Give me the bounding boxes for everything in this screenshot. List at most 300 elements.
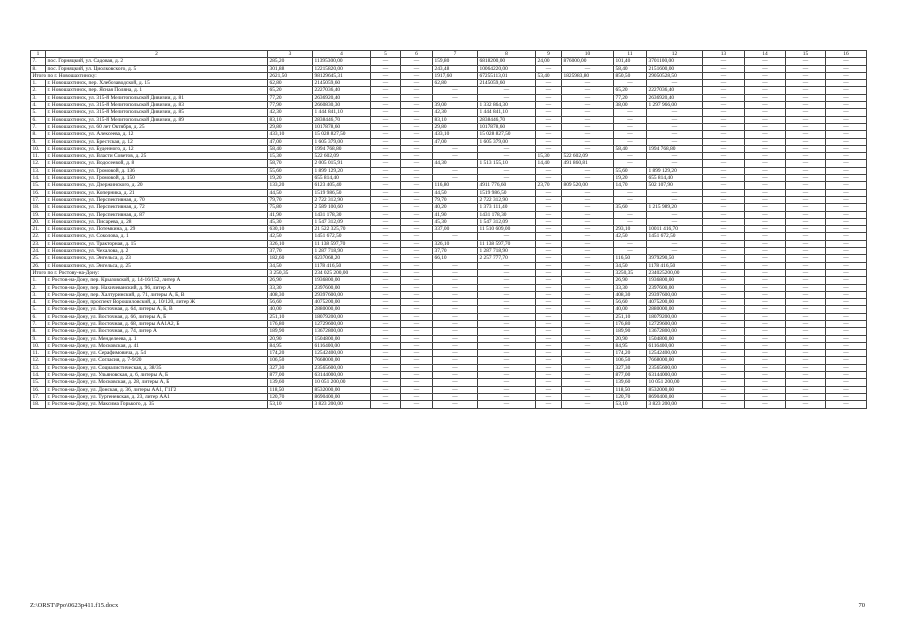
address-cell: г. Новошахтинск, ул. Соколова, д. 1 (46, 233, 268, 240)
address-cell: г. Новошахтинск, ул. Перспективная, д. 72 (46, 204, 268, 211)
value-cell-col-5: — (371, 80, 401, 87)
value-cell-col-4: 12215820,00 (313, 65, 371, 72)
value-cell-col-10: 491 860,81 (562, 160, 614, 167)
value-cell-col-7: 29,80 (433, 123, 478, 130)
value-cell-col-15: — (786, 393, 826, 400)
value-cell-col-8: 1 547 312,09 (478, 218, 536, 225)
value-cell-col-12: 502 107,90 (647, 182, 703, 189)
value-cell-col-8: — (478, 94, 536, 101)
value-cell-col-7: — (433, 364, 478, 371)
value-cell-col-16: — (826, 306, 867, 313)
value-cell-col-8: — (478, 342, 536, 349)
value-cell-col-8: 2 722 312,90 (478, 196, 536, 203)
value-cell-col-7: 159,80 (433, 58, 478, 65)
value-cell-col-7: — (433, 269, 478, 276)
value-cell-col-11: — (614, 189, 647, 196)
row-number: 9. (31, 335, 46, 342)
value-cell-col-13: — (703, 196, 745, 203)
value-cell-col-5: — (371, 335, 401, 342)
value-cell-col-5: — (371, 196, 401, 203)
value-cell-col-9: — (536, 379, 562, 386)
value-cell-col-4: 63144000,00 (313, 372, 371, 379)
value-cell-col-15: — (786, 211, 826, 218)
value-cell-col-5: — (371, 204, 401, 211)
value-cell-col-5: — (371, 350, 401, 357)
value-cell-col-7: — (433, 320, 478, 327)
value-cell-col-9: — (536, 226, 562, 233)
value-cell-col-14: — (745, 393, 786, 400)
value-cell-col-14: — (745, 145, 786, 152)
value-cell-col-8: — (478, 277, 536, 284)
value-cell-col-11: 176,80 (614, 320, 647, 327)
value-cell-col-8: 1 332 864,30 (478, 102, 536, 109)
value-cell-col-10: — (562, 226, 614, 233)
table-row (31, 189, 867, 196)
table-row (31, 131, 867, 138)
value-cell-col-11: 33,30 (614, 284, 647, 291)
table-row (31, 262, 867, 269)
value-cell-col-7: 116,80 (433, 182, 478, 189)
value-cell-col-15: — (786, 262, 826, 269)
value-cell-col-14: — (745, 299, 786, 306)
value-cell-col-14: — (745, 320, 786, 327)
row-number: 14. (31, 175, 46, 182)
value-cell-col-13: — (703, 131, 745, 138)
column-number-1: 1 (31, 51, 46, 58)
value-cell-col-7: 83,10 (433, 116, 478, 123)
value-cell-col-3: 56,60 (268, 299, 313, 306)
value-cell-col-9: — (536, 145, 562, 152)
value-cell-col-4: 2660830,30 (313, 102, 371, 109)
value-cell-col-12: 63144000,00 (647, 372, 703, 379)
value-cell-col-8: 1519 986,50 (478, 189, 536, 196)
table-row (31, 182, 867, 189)
value-cell-col-7: — (433, 372, 478, 379)
value-cell-col-12: 1451 672,50 (647, 233, 703, 240)
value-cell-col-11: 293,10 (614, 226, 647, 233)
value-cell-col-13: — (703, 87, 745, 94)
value-cell-col-5: — (371, 153, 401, 160)
value-cell-col-7: — (433, 284, 478, 291)
value-cell-col-12: — (647, 153, 703, 160)
value-cell-col-14: — (745, 255, 786, 262)
row-number: 7. (31, 58, 46, 65)
value-cell-col-7: — (433, 306, 478, 313)
value-cell-col-13: — (703, 306, 745, 313)
value-cell-col-8: 1 513 155,10 (478, 160, 536, 167)
value-cell-col-16: — (826, 175, 867, 182)
value-cell-col-13: — (703, 80, 745, 87)
value-cell-col-6: — (401, 80, 433, 87)
value-cell-col-3: 29,80 (268, 123, 313, 130)
value-cell-col-13: — (703, 284, 745, 291)
value-cell-col-16: — (826, 401, 867, 408)
address-cell: г. Ростов-на-Дону, ул. Восточная, д. 68, литеры АА1А2, Б (46, 320, 268, 327)
value-cell-col-15: — (786, 357, 826, 364)
value-cell-col-13: — (703, 299, 745, 306)
value-cell-col-11: 189,90 (614, 328, 647, 335)
value-cell-col-10: — (562, 211, 614, 218)
value-cell-col-6: — (401, 277, 433, 284)
value-cell-col-8: — (478, 167, 536, 174)
address-cell: г. Новошахтинск, ул. Коперника, д. 21 (46, 189, 268, 196)
table-row (31, 211, 867, 218)
value-cell-col-5: — (371, 357, 401, 364)
row-number: 7. (31, 123, 46, 130)
address-cell: г. Ростов-на-Дону, ул. Донская, д. 36, литеры АА1, Г1Г2 (46, 386, 268, 393)
row-number: 1. (31, 277, 46, 284)
value-cell-col-3: 37,70 (268, 248, 313, 255)
row-number: 2. (31, 87, 46, 94)
table-row (31, 357, 867, 364)
value-cell-col-10: — (562, 291, 614, 298)
value-cell-col-3: 40,00 (268, 306, 313, 313)
value-cell-col-3: 77,20 (268, 94, 313, 101)
table-row (31, 145, 867, 152)
value-cell-col-11: 408,30 (614, 291, 647, 298)
value-cell-col-16: — (826, 386, 867, 393)
value-cell-col-7: 44,50 (433, 189, 478, 196)
value-cell-col-9: — (536, 87, 562, 94)
value-cell-col-3: 120,70 (268, 393, 313, 400)
table-row (31, 335, 867, 342)
address-cell: г. Ростов-на-Дону, пер. Нахичеванский, д. 96, литер А (46, 284, 268, 291)
value-cell-col-12: 12729600,00 (647, 320, 703, 327)
value-cell-col-11: — (614, 240, 647, 247)
value-cell-col-5: — (371, 102, 401, 109)
address-cell: г. Ростов-на-Дону, ул. Социалистическая, д. 38/35 (46, 364, 268, 371)
value-cell-col-3: 2621,50 (268, 72, 313, 79)
value-cell-col-8: 2145059,60 (478, 80, 536, 87)
value-cell-col-14: — (745, 291, 786, 298)
column-number-11: 11 (614, 51, 647, 58)
value-cell-col-6: — (401, 255, 433, 262)
value-cell-col-9: — (536, 167, 562, 174)
value-cell-col-4: 1 444 841,10 (313, 109, 371, 116)
value-cell-col-13: — (703, 328, 745, 335)
value-cell-col-3: 44,50 (268, 189, 313, 196)
value-cell-col-3: 133,20 (268, 182, 313, 189)
value-cell-col-4: 1 605 379,00 (313, 138, 371, 145)
value-cell-col-9: — (536, 328, 562, 335)
value-cell-col-7: — (433, 386, 478, 393)
table-row (31, 116, 867, 123)
value-cell-col-13: — (703, 255, 745, 262)
value-cell-col-15: — (786, 160, 826, 167)
row-number: 22. (31, 233, 46, 240)
value-cell-col-10: — (562, 196, 614, 203)
value-cell-col-6: — (401, 240, 433, 247)
total-label: Итого по г. Новошахтинску: (31, 72, 268, 79)
value-cell-col-9: — (536, 116, 562, 123)
value-cell-col-8: — (478, 145, 536, 152)
row-number: 10. (31, 342, 46, 349)
value-cell-col-5: — (371, 313, 401, 320)
address-cell: г. Новошахтинск, ул. Власти Советов, д. 25 (46, 153, 268, 160)
value-cell-col-16: — (826, 328, 867, 335)
value-cell-col-6: — (401, 211, 433, 218)
value-cell-col-14: — (745, 58, 786, 65)
value-cell-col-4: 2 005 015,91 (313, 160, 371, 167)
value-cell-col-15: — (786, 138, 826, 145)
value-cell-col-4: 8532000,00 (313, 386, 371, 393)
value-cell-col-10: — (562, 364, 614, 371)
value-cell-col-11: 56,60 (614, 299, 647, 306)
value-cell-col-8: — (478, 357, 536, 364)
value-cell-col-13: — (703, 189, 745, 196)
value-cell-col-15: — (786, 80, 826, 87)
value-cell-col-3: 53,10 (268, 401, 313, 408)
value-cell-col-9: — (536, 94, 562, 101)
value-cell-col-12: 10011 416,70 (647, 226, 703, 233)
value-cell-col-6: — (401, 102, 433, 109)
table-row (31, 248, 867, 255)
value-cell-col-6: — (401, 94, 433, 101)
address-cell: г. Новошахтинск, ул. 315-й Мелитопольской Дивизии, д. 85 (46, 109, 268, 116)
table-row (31, 87, 867, 94)
value-cell-col-15: — (786, 320, 826, 327)
value-cell-col-12: — (647, 211, 703, 218)
value-cell-col-7: 44,30 (433, 160, 478, 167)
value-cell-col-7: 47,00 (433, 138, 478, 145)
value-cell-col-5: — (371, 262, 401, 269)
value-cell-col-4: 1017878,60 (313, 123, 371, 130)
value-cell-col-9: — (536, 357, 562, 364)
row-number: 5. (31, 109, 46, 116)
value-cell-col-7: 41,90 (433, 211, 478, 218)
table-row (31, 393, 867, 400)
value-cell-col-5: — (371, 328, 401, 335)
column-number-6: 6 (401, 51, 433, 58)
value-cell-col-6: — (401, 299, 433, 306)
address-cell: г. Новошахтинск, ул. Энгельса, д. 23 (46, 255, 268, 262)
value-cell-col-3: 174,20 (268, 350, 313, 357)
value-cell-col-5: — (371, 138, 401, 145)
value-cell-col-5: — (371, 393, 401, 400)
value-cell-col-11: 3250,35 (614, 269, 647, 276)
value-cell-col-11: 38,00 (614, 102, 647, 109)
value-cell-col-7: — (433, 350, 478, 357)
address-cell: г. Новошахтинск, ул. 315-й Мелитопольской Дивизии, д. 83 (46, 102, 268, 109)
value-cell-col-4: 6237068,20 (313, 255, 371, 262)
value-cell-col-6: — (401, 350, 433, 357)
value-cell-col-16: — (826, 72, 867, 79)
value-cell-col-13: — (703, 116, 745, 123)
value-cell-col-3: 77,90 (268, 102, 313, 109)
value-cell-col-8: — (478, 233, 536, 240)
row-number: 12. (31, 160, 46, 167)
table-row (31, 153, 867, 160)
value-cell-col-11: 139,60 (614, 379, 647, 386)
value-cell-col-3: 55,60 (268, 167, 313, 174)
address-cell: г. Новошахтинск, ул. 315-й Мелитопольской Дивизии, д. 89 (46, 116, 268, 123)
value-cell-col-7: 62,80 (433, 80, 478, 87)
column-number-14: 14 (745, 51, 786, 58)
value-cell-col-16: — (826, 153, 867, 160)
value-cell-col-3: 83,10 (268, 116, 313, 123)
value-cell-col-12: — (647, 160, 703, 167)
value-cell-col-4: 11 138 597,70 (313, 240, 371, 247)
value-cell-col-5: — (371, 233, 401, 240)
value-cell-col-10: — (562, 175, 614, 182)
value-cell-col-9: — (536, 277, 562, 284)
value-cell-col-16: — (826, 80, 867, 87)
value-cell-col-13: — (703, 204, 745, 211)
value-cell-col-13: — (703, 102, 745, 109)
value-cell-col-3: 79,70 (268, 196, 313, 203)
value-cell-col-10: — (562, 138, 614, 145)
value-cell-col-5: — (371, 320, 401, 327)
value-cell-col-9: — (536, 284, 562, 291)
value-cell-col-8: — (478, 372, 536, 379)
address-cell: г. Новошахтинск, ул. Потемкина, д. 29 (46, 226, 268, 233)
value-cell-col-8: 10064220,00 (478, 65, 536, 72)
value-cell-col-6: — (401, 379, 433, 386)
value-cell-col-13: — (703, 393, 745, 400)
value-cell-col-10: — (562, 357, 614, 364)
table-row (31, 65, 867, 72)
table-row (31, 138, 867, 145)
value-cell-col-9: — (536, 138, 562, 145)
value-cell-col-3: 327,30 (268, 364, 313, 371)
value-cell-col-10: — (562, 123, 614, 130)
value-cell-col-5: — (371, 65, 401, 72)
value-cell-col-16: — (826, 87, 867, 94)
value-cell-col-12: 2397600,00 (647, 284, 703, 291)
row-number: 10. (31, 145, 46, 152)
table-row (31, 94, 867, 101)
value-cell-col-7: — (433, 291, 478, 298)
value-cell-col-10: — (562, 262, 614, 269)
table-row (31, 233, 867, 240)
value-cell-col-9: — (536, 335, 562, 342)
value-cell-col-14: — (745, 284, 786, 291)
value-cell-col-9: — (536, 248, 562, 255)
value-cell-col-7: — (433, 379, 478, 386)
value-cell-col-15: — (786, 255, 826, 262)
value-cell-col-16: — (826, 379, 867, 386)
value-cell-col-13: — (703, 153, 745, 160)
value-cell-col-12: — (647, 109, 703, 116)
value-cell-col-13: — (703, 379, 745, 386)
value-cell-col-12: 2636920,40 (647, 94, 703, 101)
value-cell-col-5: — (371, 277, 401, 284)
value-cell-col-4: 2145059,60 (313, 80, 371, 87)
value-cell-col-8: — (478, 306, 536, 313)
row-number: 6. (31, 313, 46, 320)
value-cell-col-14: — (745, 218, 786, 225)
value-cell-col-10: 809 520,00 (562, 182, 614, 189)
value-cell-col-4: 1 547 312,09 (313, 218, 371, 225)
row-number: 8. (31, 65, 46, 72)
row-number: 8. (31, 131, 46, 138)
value-cell-col-7: — (433, 342, 478, 349)
row-number: 19. (31, 211, 46, 218)
value-cell-col-4: 1 287 718,90 (313, 248, 371, 255)
value-cell-col-13: — (703, 313, 745, 320)
value-cell-col-10: — (562, 284, 614, 291)
column-number-8: 8 (478, 51, 536, 58)
value-cell-col-6: — (401, 233, 433, 240)
value-cell-col-13: — (703, 138, 745, 145)
value-cell-col-3: 106,50 (268, 357, 313, 364)
value-cell-col-16: — (826, 138, 867, 145)
value-cell-col-6: — (401, 189, 433, 196)
column-number-16: 16 (826, 51, 867, 58)
value-cell-col-15: — (786, 277, 826, 284)
value-cell-col-11: 55,60 (614, 167, 647, 174)
address-cell: г. Ростов-на-Дону, ул. Максима Горького, д. 35 (46, 401, 268, 408)
value-cell-col-6: — (401, 386, 433, 393)
value-cell-col-3: 408,30 (268, 291, 313, 298)
row-number: 8. (31, 328, 46, 335)
value-cell-col-15: — (786, 175, 826, 182)
value-cell-col-5: — (371, 160, 401, 167)
value-cell-col-5: — (371, 145, 401, 152)
value-cell-col-16: — (826, 167, 867, 174)
value-cell-col-12: 1936800,00 (647, 277, 703, 284)
value-cell-col-12: — (647, 218, 703, 225)
value-cell-col-15: — (786, 167, 826, 174)
value-cell-col-14: — (745, 335, 786, 342)
value-cell-col-6: — (401, 153, 433, 160)
value-cell-col-4: 15 028 827,50 (313, 131, 371, 138)
value-cell-col-13: — (703, 320, 745, 327)
table-row (31, 167, 867, 174)
value-cell-col-14: — (745, 116, 786, 123)
value-cell-col-7: 1917,60 (433, 72, 478, 79)
value-cell-col-4: 98129645,31 (313, 72, 371, 79)
value-cell-col-11: 251,10 (614, 313, 647, 320)
value-cell-col-10: — (562, 102, 614, 109)
value-cell-col-10: — (562, 255, 614, 262)
value-cell-col-12: 13672800,00 (647, 328, 703, 335)
value-cell-col-8: — (478, 335, 536, 342)
row-number: 18. (31, 204, 46, 211)
value-cell-col-8: — (478, 379, 536, 386)
column-number-10: 10 (562, 51, 614, 58)
value-cell-col-11: 14,70 (614, 182, 647, 189)
value-cell-col-13: — (703, 262, 745, 269)
value-cell-col-8: — (478, 386, 536, 393)
value-cell-col-5: — (371, 299, 401, 306)
value-cell-col-6: — (401, 58, 433, 65)
value-cell-col-13: — (703, 233, 745, 240)
value-cell-col-16: — (826, 335, 867, 342)
value-cell-col-10: — (562, 306, 614, 313)
row-number: 20. (31, 218, 46, 225)
value-cell-col-6: — (401, 291, 433, 298)
value-cell-col-10: — (562, 87, 614, 94)
value-cell-col-16: — (826, 189, 867, 196)
value-cell-col-4: 655 814,40 (313, 175, 371, 182)
value-cell-col-12: 29050528,50 (647, 72, 703, 79)
value-cell-col-14: — (745, 102, 786, 109)
value-cell-col-15: — (786, 204, 826, 211)
value-cell-col-3: 33,30 (268, 284, 313, 291)
value-cell-col-3: 75,80 (268, 204, 313, 211)
value-cell-col-7: — (433, 94, 478, 101)
value-cell-col-10: — (562, 145, 614, 152)
value-cell-col-9: — (536, 291, 562, 298)
value-cell-col-8: 15 028 827,50 (478, 131, 536, 138)
value-cell-col-13: — (703, 145, 745, 152)
value-cell-col-15: — (786, 226, 826, 233)
value-cell-col-15: — (786, 218, 826, 225)
column-number-9: 9 (536, 51, 562, 58)
address-cell: г. Ростов-на-Дону, пер. Халтуринский, д. 71, литеры А, Б, В (46, 291, 268, 298)
value-cell-col-6: — (401, 196, 433, 203)
